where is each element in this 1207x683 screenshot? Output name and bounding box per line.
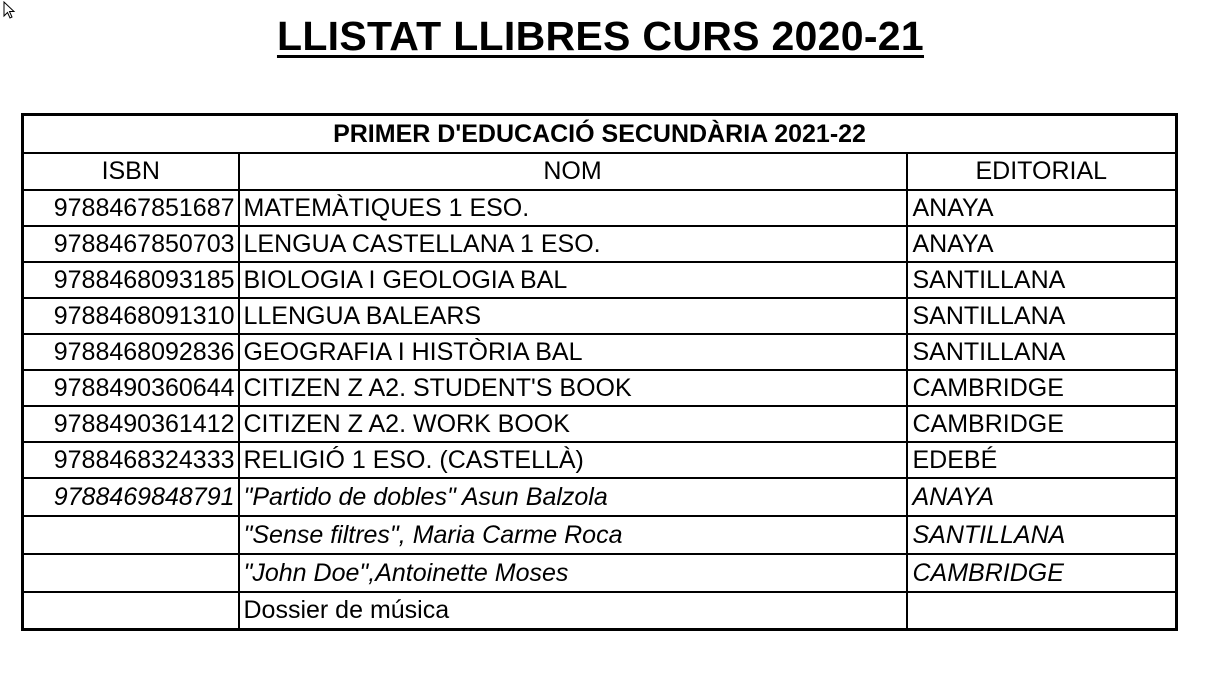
cell-editorial: SANTILLANA xyxy=(907,298,1177,334)
header-nom: NOM xyxy=(239,153,907,190)
table-row xyxy=(23,226,1177,262)
cell-nom: Dossier de música xyxy=(239,592,907,630)
table-row xyxy=(23,406,1177,442)
cell-isbn: 9788468093185 xyxy=(23,262,239,298)
table-row xyxy=(23,442,1177,478)
cell-isbn: 9788467850703 xyxy=(23,226,239,262)
cell-isbn: 9788468092836 xyxy=(23,334,239,370)
table-row xyxy=(23,190,1177,226)
cell-editorial: SANTILLANA xyxy=(907,262,1177,298)
cell-nom: LENGUA CASTELLANA 1 ESO. xyxy=(239,226,907,262)
book-list-table xyxy=(21,113,1178,631)
cell-isbn: 9788490361412 xyxy=(23,406,239,442)
column-header-row xyxy=(23,153,1177,190)
cell-editorial: ANAYA xyxy=(907,190,1177,226)
cell-isbn: 9788468324333 xyxy=(23,442,239,478)
header-isbn: ISBN xyxy=(23,153,239,190)
cell-editorial: EDEBÉ xyxy=(907,442,1177,478)
cell-editorial xyxy=(907,592,1177,630)
page-title xyxy=(0,13,1201,60)
cell-isbn xyxy=(23,592,239,630)
table-row xyxy=(23,592,1177,630)
cell-editorial: CAMBRIDGE xyxy=(907,554,1177,592)
cell-nom: "Partido de dobles" Asun Balzola xyxy=(239,478,907,516)
cell-editorial: SANTILLANA xyxy=(907,334,1177,370)
cell-nom: GEOGRAFIA I HISTÒRIA BAL xyxy=(239,334,907,370)
cell-editorial: ANAYA xyxy=(907,478,1177,516)
cell-nom: "Sense filtres", Maria Carme Roca xyxy=(239,516,907,554)
page-title-text: LLISTAT LLIBRES CURS 2020-21 xyxy=(276,13,925,59)
table-row xyxy=(23,516,1177,554)
cell-nom: LLENGUA BALEARS xyxy=(239,298,907,334)
cell-nom: CITIZEN Z A2. WORK BOOK xyxy=(239,406,907,442)
header-editorial: EDITORIAL xyxy=(907,153,1177,190)
table-row xyxy=(23,298,1177,334)
cell-isbn: 9788469848791 xyxy=(23,478,239,516)
cell-isbn xyxy=(23,554,239,592)
cell-isbn xyxy=(23,516,239,554)
cell-nom: CITIZEN Z A2. STUDENT'S BOOK xyxy=(239,370,907,406)
cell-editorial: ANAYA xyxy=(907,226,1177,262)
section-header-row xyxy=(23,115,1177,154)
cell-isbn: 9788467851687 xyxy=(23,190,239,226)
table-row xyxy=(23,554,1177,592)
table-row xyxy=(23,370,1177,406)
cell-isbn: 9788468091310 xyxy=(23,298,239,334)
table-row xyxy=(23,262,1177,298)
cell-nom: BIOLOGIA I GEOLOGIA BAL xyxy=(239,262,907,298)
cell-nom: "John Doe",Antoinette Moses xyxy=(239,554,907,592)
cell-nom: MATEMÀTIQUES 1 ESO. xyxy=(239,190,907,226)
table-row xyxy=(23,334,1177,370)
cell-editorial: SANTILLANA xyxy=(907,516,1177,554)
table-row xyxy=(23,478,1177,516)
cell-isbn: 9788490360644 xyxy=(23,370,239,406)
section-title: PRIMER D'EDUCACIÓ SECUNDÀRIA 2021-22 xyxy=(23,115,1177,154)
cell-editorial: CAMBRIDGE xyxy=(907,370,1177,406)
cell-editorial: CAMBRIDGE xyxy=(907,406,1177,442)
cell-nom: RELIGIÓ 1 ESO. (CASTELLÀ) xyxy=(239,442,907,478)
